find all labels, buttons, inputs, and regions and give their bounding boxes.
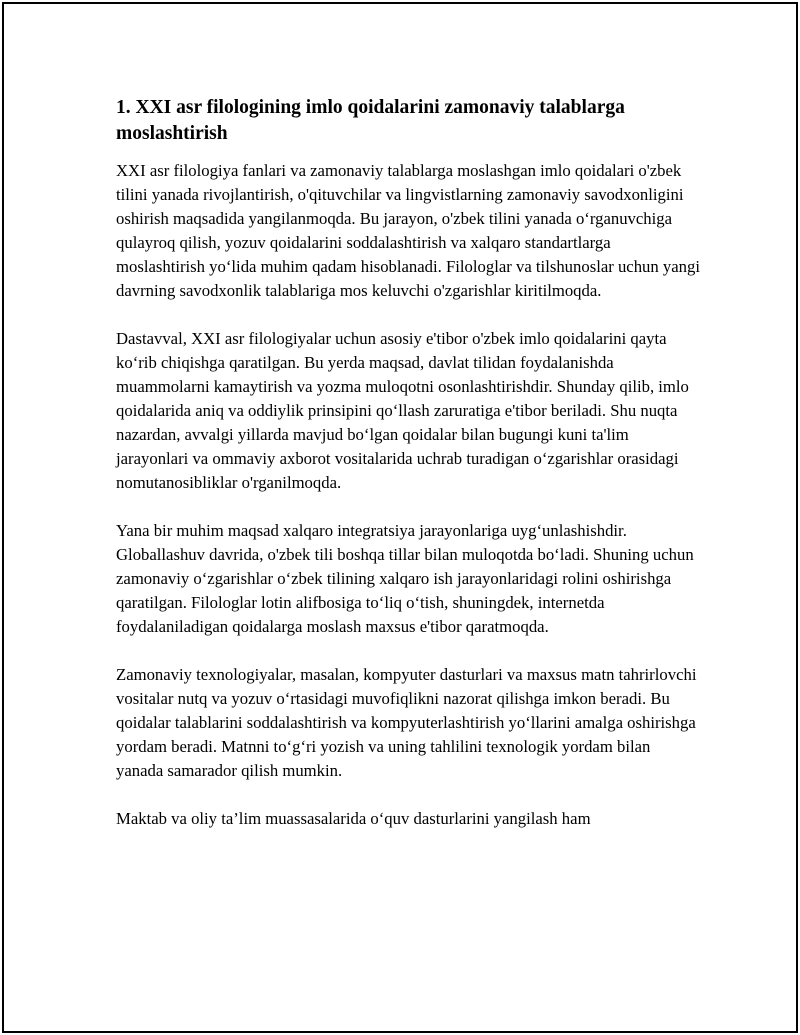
section-heading: 1. XXI asr filologining imlo qoidalarini zamonaviy talablarga moslashtirish [116,97,625,144]
document-body [116,95,701,855]
paragraph-4: Zamonaviy texnologiyalar, masalan, kompyuter dasturlari va maxsus matn tahrirlovchi vositalar nutq va yozuv o‘rtasidagi muvofiqlikni nazorat qilishga imkon beradi. Bu qoidalar talablarini soddalashtirish va kompyuterlashtirish yo‘llarini amalga oshirishga yordam beradi. Matnni to‘g‘ri yozish va uning tahlilini texnologik yordam bilan yanada samarador qilish mumkin. [116,665,697,780]
paragraph-1: XXI asr filologiya fanlari va zamonaviy talablarga moslashgan imlo qoidalari o'zbek tilini yanada rivojlantirish, o'qituvchilar va lingvistlarning zamonaviy savodxonligini oshirish maqsadida yangilanmoqda. Bu jarayon, o'zbek tilini yanada o‘rganuvchiga qulayroq qilish, yozuv qoidalarini soddalashtirish va xalqaro standartlarga moslashtirish yo‘lida muhim qadam hisoblanadi. Filologlar va tilshunoslar uchun yangi davrning savodxonlik talablariga mos keluvchi o'zgarishlar kiritilmoqda. [116,161,700,300]
paragraph-3: Yana bir muhim maqsad xalqaro integratsiya jarayonlariga uyg‘unlashishdir. Globallashuv davrida, o'zbek tili boshqa tillar bilan muloqotda bo‘ladi. Shuning uchun zamonaviy o‘zgarishlar o‘zbek tilining xalqaro ish jarayonlaridagi rolini oshirishga qaratilgan. Filologlar lotin alifbosiga to‘liq o‘tish, shuningdek, internetda foydalaniladigan qoidalarga moslash maxsus e'tibor qaratmoqda. [116,521,694,636]
paragraph-2: Dastavval, XXI asr filologiyalar uchun asosiy e'tibor o'zbek imlo qoidalarini qayta ko‘rib chiqishga qaratilgan. Bu yerda maqsad, davlat tilidan foydalanishda muammolarni kamaytirish va yozma muloqotni osonlashtirishdir. Shunday qilib, imlo qoidalarida aniq va oddiylik prinsipini qo‘llash zaruratiga e'tibor beriladi. Shu nuqta nazardan, avvalgi yillarda mavjud bo‘lgan qoidalar bilan bugungi kuni ta'lim jarayonlari va ommaviy axborot vositalarida uchrab turadigan o‘zgarishlar orasidagi nomutanosibliklar o'rganilmoqda. [116,329,689,492]
paragraph-5: Maktab va oliy ta’lim muassasalarida o‘quv dasturlarini yangilash ham [116,809,591,828]
